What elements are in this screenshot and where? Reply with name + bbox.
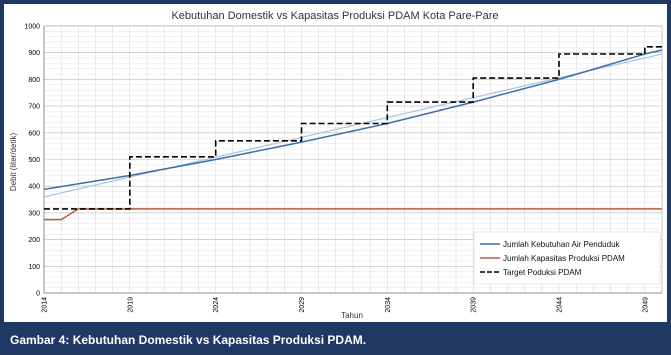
- chart-panel: [4, 4, 667, 322]
- x-tick-label: 2034: [384, 297, 392, 313]
- x-tick-label: 2039: [470, 297, 478, 313]
- y-axis-label: Debit (liter/detik): [9, 132, 18, 192]
- chart-title: Kebutuhan Domestik vs Kapasitas Produksi PDAM Kota Pare-Pare: [171, 10, 499, 22]
- y-tick-label: 1000: [24, 23, 40, 31]
- y-tick-label: 500: [28, 157, 40, 164]
- y-tick-label: 200: [28, 237, 40, 245]
- x-axis-label: Tahun: [341, 311, 363, 320]
- legend-label: Jumlah Kapasitas Produksi PDAM: [503, 254, 625, 263]
- x-tick-label: 2024: [213, 297, 221, 313]
- x-tick-label: 2019: [127, 297, 135, 313]
- y-tick-label: 900: [28, 50, 40, 58]
- x-tick-label: 2014: [41, 297, 49, 313]
- y-tick-label: 400: [28, 183, 40, 191]
- legend-label: Target Poduksi PDAM: [503, 268, 582, 277]
- y-tick-label: 700: [28, 103, 40, 111]
- x-tick-label: 2029: [299, 297, 306, 313]
- figure-caption: Gambar 4: Kebutuhan Domestik vs Kapasitas Produksi PDAM.: [10, 333, 367, 347]
- y-tick-label: 800: [28, 76, 40, 84]
- y-tick-label: 0: [36, 290, 40, 298]
- y-tick-label: 300: [28, 210, 40, 218]
- legend: [474, 232, 660, 284]
- x-tick-label: 2049: [642, 297, 650, 313]
- y-tick-label: 100: [28, 263, 40, 271]
- x-tick-label: 2044: [556, 297, 564, 313]
- y-tick-label: 600: [28, 130, 40, 138]
- chart: [4, 4, 667, 322]
- legend-label: Jumlah Kebutuhan Air Penduduk: [503, 240, 620, 249]
